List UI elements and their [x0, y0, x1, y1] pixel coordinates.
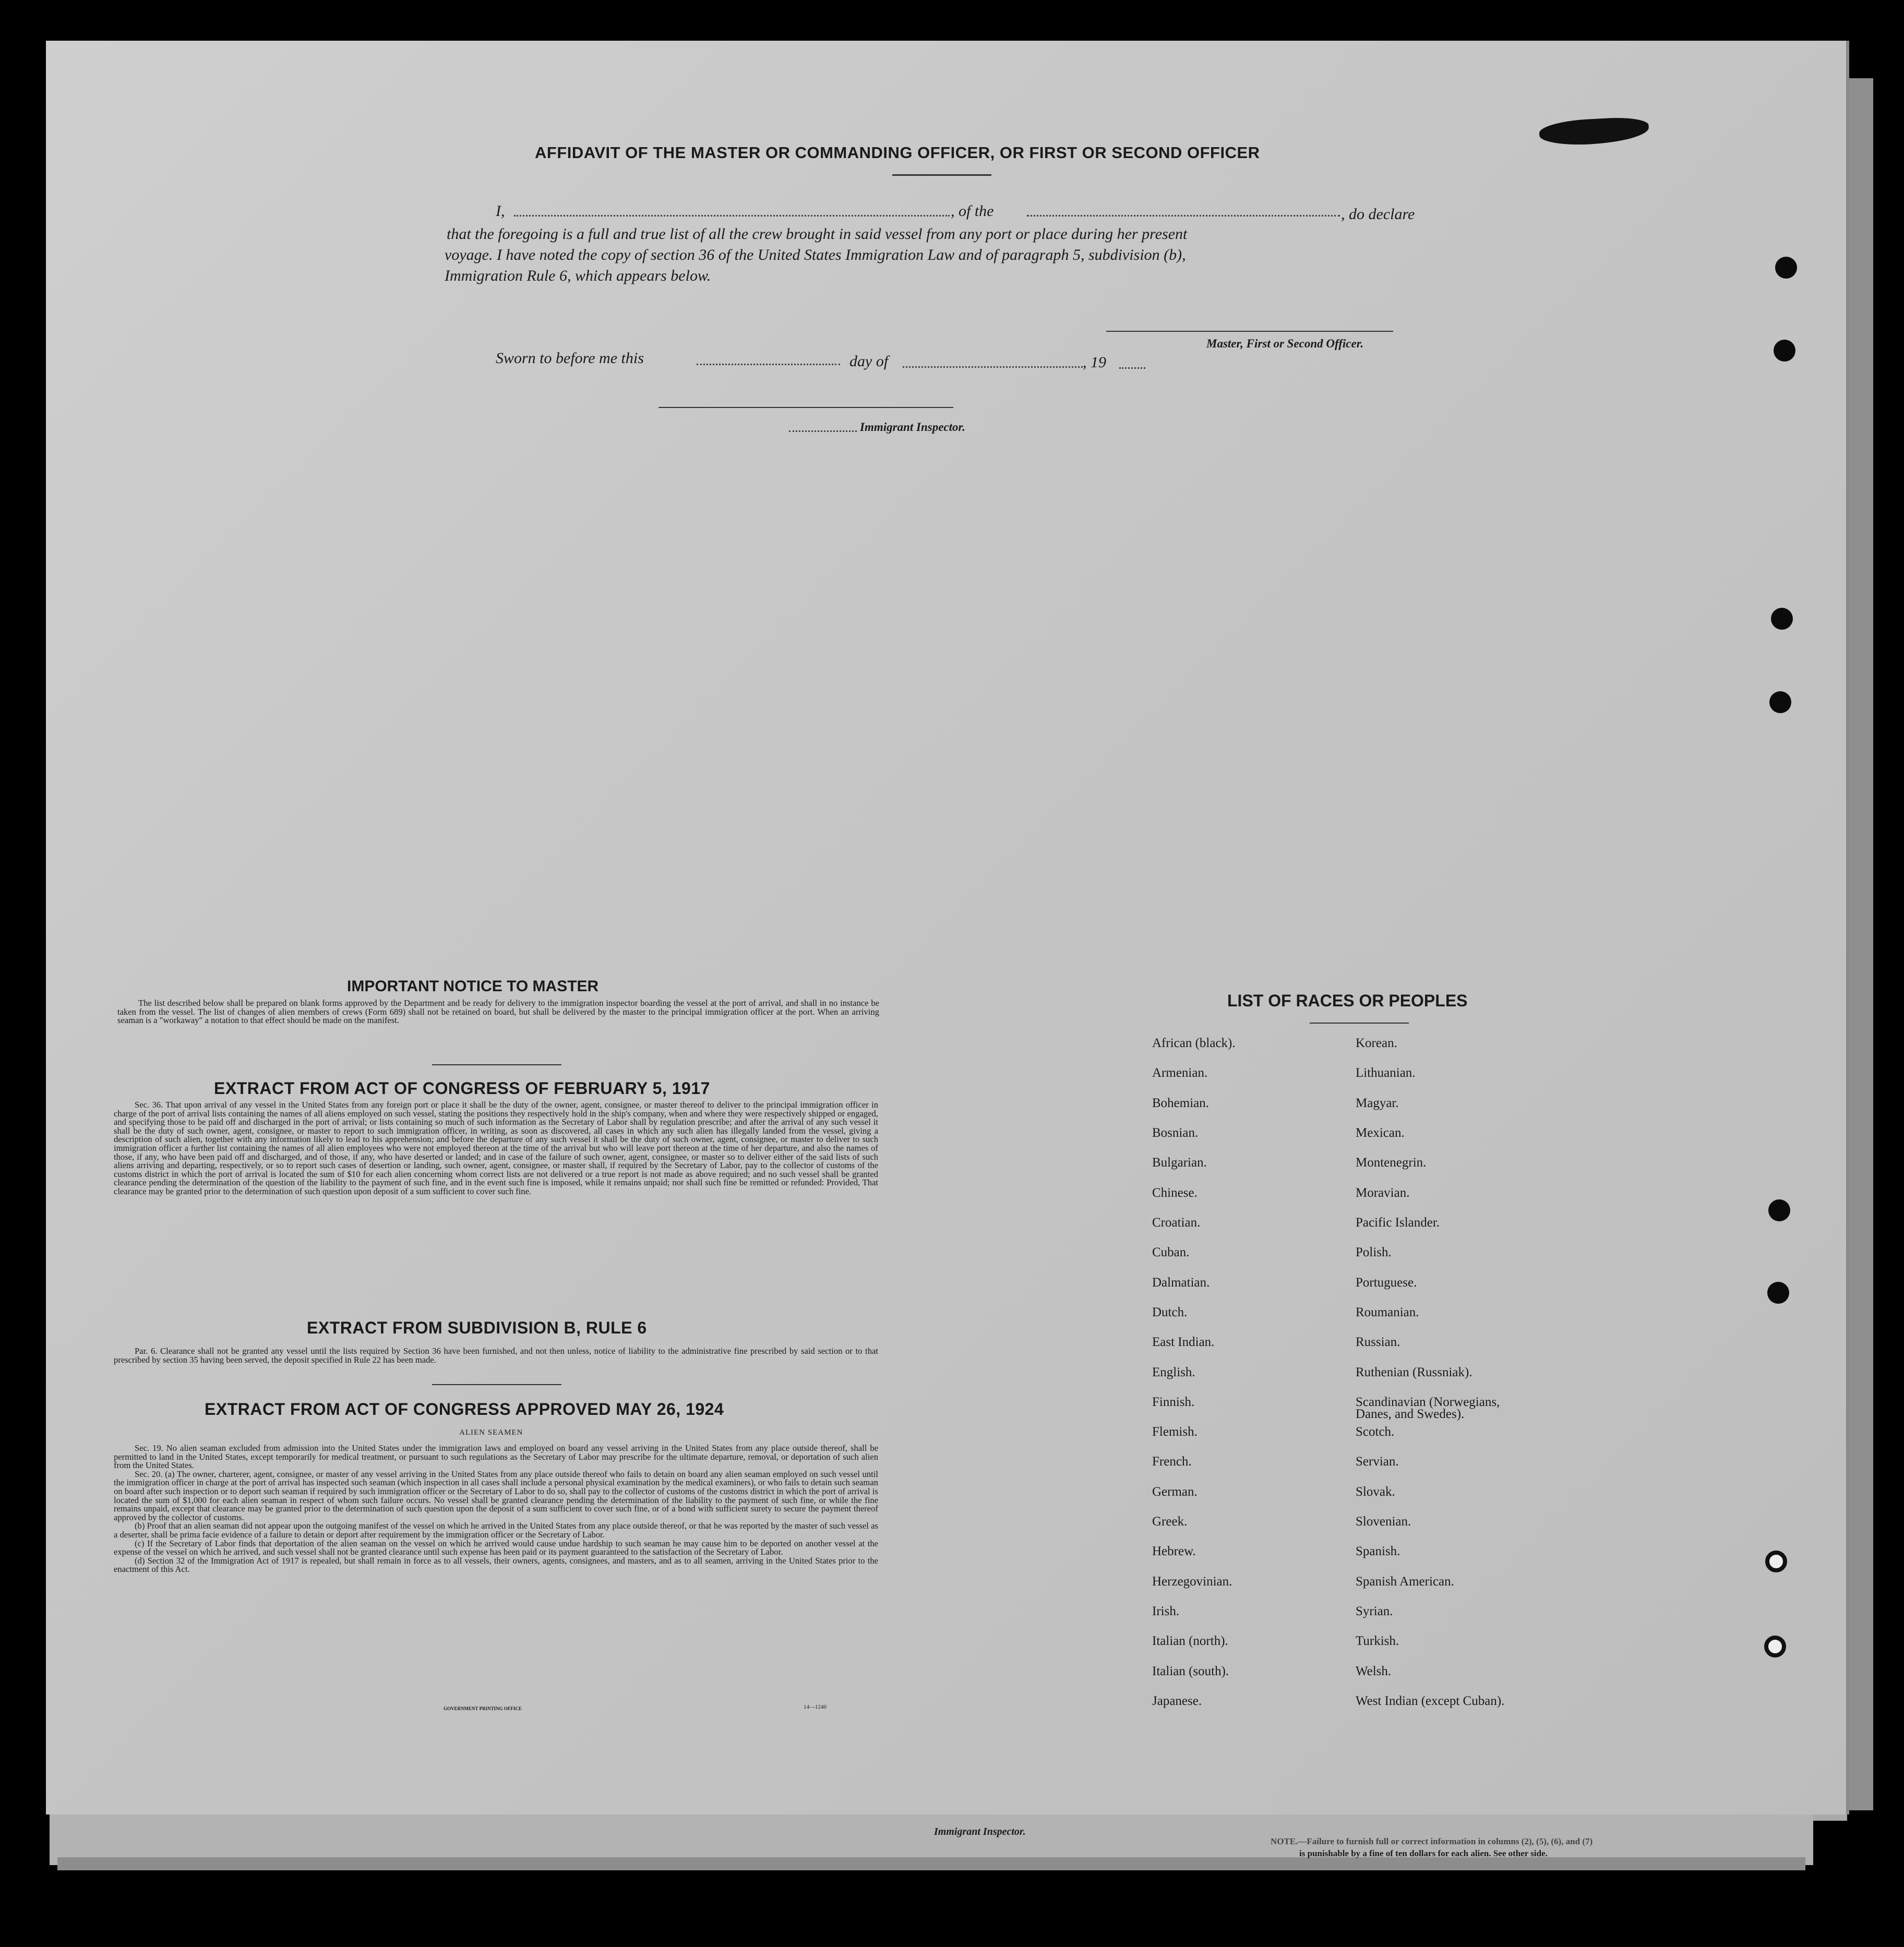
- race-item: Scandinavian (Norwegians,: [1356, 1395, 1500, 1409]
- extract-1917-text: Sec. 36. That upon arrival of any vessel in the United States from any foreign port or place it shall be the duty of the owner, agent, consignee, or master thereof to deliver to the principal immigration officer in charge of the port of arrival lists containing the names of all aliens employed on such vessel, stating the positions they respectively hold in the ship's company, when and where they were respectively shipped or engaged, and specifying those to be paid off and discharged in the port of arrival; or lists containing so much of such information as the Secretary of Labor shall by regulation prescribe; and after the arrival of any such vessel it shall be the duty of such owner, agent, consignee, or master to report to such immigration officer, in writing, as soon as discovered, all cases in which any such alien has illegally landed from the vessel, giving a description of such alien, together with any information likely to lead to his apprehension; and before the departure of any such vessel it shall be the duty of such owner, agent, consignee, or master to deliver to such immigration officer a further list containing the names of all alien employees who were not employed thereon at the time of the arrival but who will leave port thereon at the time of her departure, and also the names of those, if any, who have been paid off and discharged, and of those, if any, who have deserted or landed; and in case of the failure of such owner, agent, consignee, or master so to deliver either of the said lists of such aliens arriving and departing, respectively, or so to report such cases of desertion or landing, such owner, agent, consignee, or master shall, if required by the Secretary of Labor, pay to the collector of customs of the customs district in which the port of arrival is located the sum of $10 for each alien concerning whom correct lists are not delivered or a true report is not made as above required; and no such vessel shall be granted clearance pending the determination of the question of the liability to the payment of such fine, and in the event such fine is imposed, while it remains unpaid; nor shall such fine be remitted or refunded: Provided, That clearance may be granted prior to the determination of such question upon deposit of a sum sufficient to cover such fine.: [114, 1100, 878, 1196]
- inspector-label: Immigrant Inspector.: [860, 420, 965, 434]
- binder-hole: [1764, 1636, 1786, 1657]
- race-item: Russian.: [1356, 1335, 1400, 1349]
- race-item: Pacific Islander.: [1356, 1216, 1440, 1230]
- footer-inspector: Immigrant Inspector.: [934, 1826, 1026, 1837]
- race-item: Roumanian.: [1356, 1305, 1419, 1319]
- race-item: Mexican.: [1356, 1126, 1405, 1140]
- race-item: Polish.: [1356, 1245, 1392, 1259]
- race-item: Lithuanian.: [1356, 1066, 1416, 1080]
- race-item: Spanish.: [1356, 1544, 1400, 1558]
- binder-hole: [1768, 1199, 1790, 1221]
- race-item: Italian (south).: [1152, 1664, 1229, 1678]
- race-item: Dutch.: [1152, 1305, 1188, 1319]
- race-item: Syrian.: [1356, 1604, 1393, 1618]
- race-item: English.: [1152, 1365, 1195, 1379]
- inspector-signature-line: [658, 407, 953, 408]
- race-item: Korean.: [1356, 1036, 1397, 1050]
- race-item: Spanish American.: [1356, 1575, 1454, 1589]
- race-item: Cuban.: [1152, 1245, 1190, 1259]
- form-code: 14—1240: [804, 1704, 827, 1710]
- day-blank: [697, 364, 840, 365]
- race-item: Slovenian.: [1356, 1515, 1411, 1529]
- race-item: French.: [1152, 1455, 1192, 1469]
- year-blank: [1119, 367, 1145, 369]
- race-item: Hebrew.: [1152, 1544, 1196, 1558]
- race-item: Bulgarian.: [1152, 1156, 1207, 1170]
- binder-hole: [1765, 1551, 1787, 1572]
- month-blank: [903, 366, 1083, 368]
- sworn-before: Sworn to before me this: [496, 350, 644, 367]
- sec20d-paragraph: (d) Section 32 of the Immigration Act of 1917 is repealed, but shall remain in force as to all vessels, their owners, agents, consignees, and masters, and as to all seamen, arriving in the United States prior to the enactment of this Act.: [114, 1555, 878, 1575]
- race-item: Finnish.: [1152, 1395, 1195, 1409]
- race-item: Japanese.: [1152, 1694, 1202, 1708]
- binder-hole: [1774, 340, 1795, 362]
- master-signature-label: Master, First or Second Officer.: [1206, 337, 1364, 350]
- sec20a-paragraph: Sec. 20. (a) The owner, charterer, agent, consignee, or master of any vessel arriving in the United States from any place outside thereof who fails to detain on board any alien seaman employed on such vessel until the immigration officer in charge at the port of arrival has inspected such seaman (which inspection in all cases shall include a personal physical examination by the medical examiners), or who fails to detain such seaman on board after such inspection or to deport such seaman if required by such immigration officer or the Secretary of Labor to do so, shall pay to the collector of customs of the customs district in which the port of arrival is located the sum of $1,000 for each alien seaman in respect of whom such failure occurs. No vessel shall be granted clearance pending the determination of the liability to the payment of such fine, or while the fine remains unpaid, except that clearance may be granted prior to the determination of such question upon the deposit of a sum sufficient to cover such fine, or of a bond with sufficient surety to secure the payment thereof approved by the collector of customs.: [114, 1469, 878, 1522]
- printer-imprint: GOVERNMENT PRINTING OFFICE: [444, 1706, 522, 1711]
- race-item: Montenegrin.: [1356, 1156, 1427, 1170]
- master-signature-line: [1106, 331, 1393, 332]
- title-underline: [892, 174, 991, 176]
- footer-note-line2: is punishable by a fine of ten dollars for each alien. See other side.: [1299, 1848, 1548, 1858]
- race-item: Chinese.: [1152, 1186, 1198, 1200]
- race-item: Slovak.: [1356, 1485, 1395, 1499]
- race-item: Portuguese.: [1356, 1276, 1417, 1290]
- extract-1924-subtitle: ALIEN SEAMEN: [459, 1428, 523, 1437]
- year-prefix: , 19: [1083, 354, 1106, 371]
- subdivision-divider: [432, 1384, 561, 1385]
- affidavit-i: I,: [496, 202, 505, 220]
- affidavit-line4: Immigration Rule 6, which appears below.: [445, 267, 711, 284]
- race-item: Ruthenian (Russniak).: [1356, 1365, 1472, 1379]
- race-item: West Indian (except Cuban).: [1356, 1694, 1505, 1708]
- race-item: African (black).: [1152, 1036, 1236, 1050]
- race-item: Dalmatian.: [1152, 1276, 1210, 1290]
- race-item: Moravian.: [1356, 1186, 1410, 1200]
- sec19-paragraph: Sec. 19. No alien seaman excluded from admission into the United States under the immigration laws and employed on board any vessel arriving in the United States from any place outside thereof, shall be permitted to land in the United States, except temporarily for medical treatment, or pursuant to such regulations as the Secretary of Labor may prescribe for the ultimate departure, removal, or deportation of such alien from the United States.: [114, 1443, 878, 1471]
- sec20b-paragraph: (b) Proof that an alien seaman did not appear upon the outgoing manifest of the vessel on which he arrived in the United States from any place outside thereof, or that he was reported by the master of such vessel as a deserter, shall be prima facie evidence of a failure to detain or deport after requirement by the immigration officer or the Secretary of Labor.: [114, 1521, 878, 1540]
- race-item: Greek.: [1152, 1515, 1188, 1529]
- binder-hole: [1775, 257, 1797, 279]
- name-blank: [514, 215, 950, 217]
- races-underline: [1310, 1023, 1409, 1024]
- sec20c-paragraph: (c) If the Secretary of Labor finds that deportation of the alien seaman on the vessel on which he arrived would cause undue hardship to such seaman he may cause him to be deported on another vessel at the expense of the vessel on which he arrived, and such vessel shall not be granted clearance until such expense has been paid or its payment guaranteed to the satisfaction of the Secretary of Labor.: [114, 1538, 878, 1557]
- binder-hole: [1767, 1282, 1789, 1304]
- extract-1924-title: EXTRACT FROM ACT OF CONGRESS APPROVED MAY 26, 1924: [205, 1400, 724, 1419]
- race-scandinavian-cont: Danes, and Swedes).: [1356, 1407, 1465, 1421]
- race-item: Flemish.: [1152, 1425, 1198, 1439]
- races-title: LIST OF RACES OR PEOPLES: [1227, 991, 1468, 1010]
- day-of: day of: [849, 353, 889, 370]
- subdivision-title: EXTRACT FROM SUBDIVISION B, RULE 6: [307, 1318, 647, 1337]
- bottom-page-edge: [57, 1857, 1805, 1870]
- race-item: Armenian.: [1152, 1066, 1208, 1080]
- affidavit-title: AFFIDAVIT OF THE MASTER OR COMMANDING OFFICER, OR FIRST OR SECOND OFFICER: [535, 143, 1260, 162]
- affidavit-of-the: , of the: [951, 202, 994, 220]
- race-item: Magyar.: [1356, 1096, 1399, 1110]
- race-item: Bohemian.: [1152, 1096, 1210, 1110]
- binder-hole: [1769, 691, 1791, 713]
- race-item: German.: [1152, 1485, 1198, 1499]
- race-item: Bosnian.: [1152, 1126, 1199, 1140]
- affidavit-line3: voyage. I have noted the copy of section 36 of the United States Immigration Law and of paragraph 5, subdivision (b),: [445, 246, 1186, 263]
- race-item: Irish.: [1152, 1604, 1180, 1618]
- race-item: Italian (north).: [1152, 1634, 1228, 1648]
- extract-1917-title: EXTRACT FROM ACT OF CONGRESS OF FEBRUARY 5, 1917: [214, 1079, 710, 1098]
- extract-1924-text: [114, 1444, 878, 1574]
- race-item: East Indian.: [1152, 1335, 1215, 1349]
- race-item: Welsh.: [1356, 1664, 1392, 1678]
- race-item: Servian.: [1356, 1455, 1399, 1469]
- affidavit-line2: that the foregoing is a full and true list of all the crew brought in said vessel from any port or place during her present: [447, 225, 1188, 243]
- race-item: Scotch.: [1356, 1425, 1395, 1439]
- race-item: Turkish.: [1356, 1634, 1399, 1648]
- notice-divider: [432, 1064, 561, 1065]
- race-item: Croatian.: [1152, 1216, 1201, 1230]
- binder-hole: [1771, 608, 1793, 630]
- race-item: Herzegovinian.: [1152, 1575, 1232, 1589]
- notice-text: The list described below shall be prepared on blank forms approved by the Department and be ready for delivery to the immigration inspector boarding the vessel at the port of arrival, and shall in no instance be taken from the vessel. The list of changes of alien members of crews (Form 689) shall not be retained on board, but shall be delivered by the master to the principal immigration officer at the port. When an arriving seaman is a "workaway" a notation to that effect should be made on the manifest.: [117, 998, 879, 1026]
- vessel-blank: [1027, 215, 1340, 217]
- affidavit-declare: , do declare: [1341, 206, 1415, 223]
- inspector-dots: [789, 430, 857, 432]
- notice-title: IMPORTANT NOTICE TO MASTER: [347, 978, 599, 995]
- subdivision-text: Par. 6. Clearance shall not be granted any vessel until the lists required by Section 36 have been furnished, and not then unless, notice of liability to the administrative fine prescribed by said section or to that prescribed by section 35 having been served, the deposit specified in Rule 22 has been made.: [114, 1346, 878, 1365]
- footer-note-line1: NOTE.—Failure to furnish full or correct information in columns (2), (5), (6), and (7): [1271, 1836, 1593, 1846]
